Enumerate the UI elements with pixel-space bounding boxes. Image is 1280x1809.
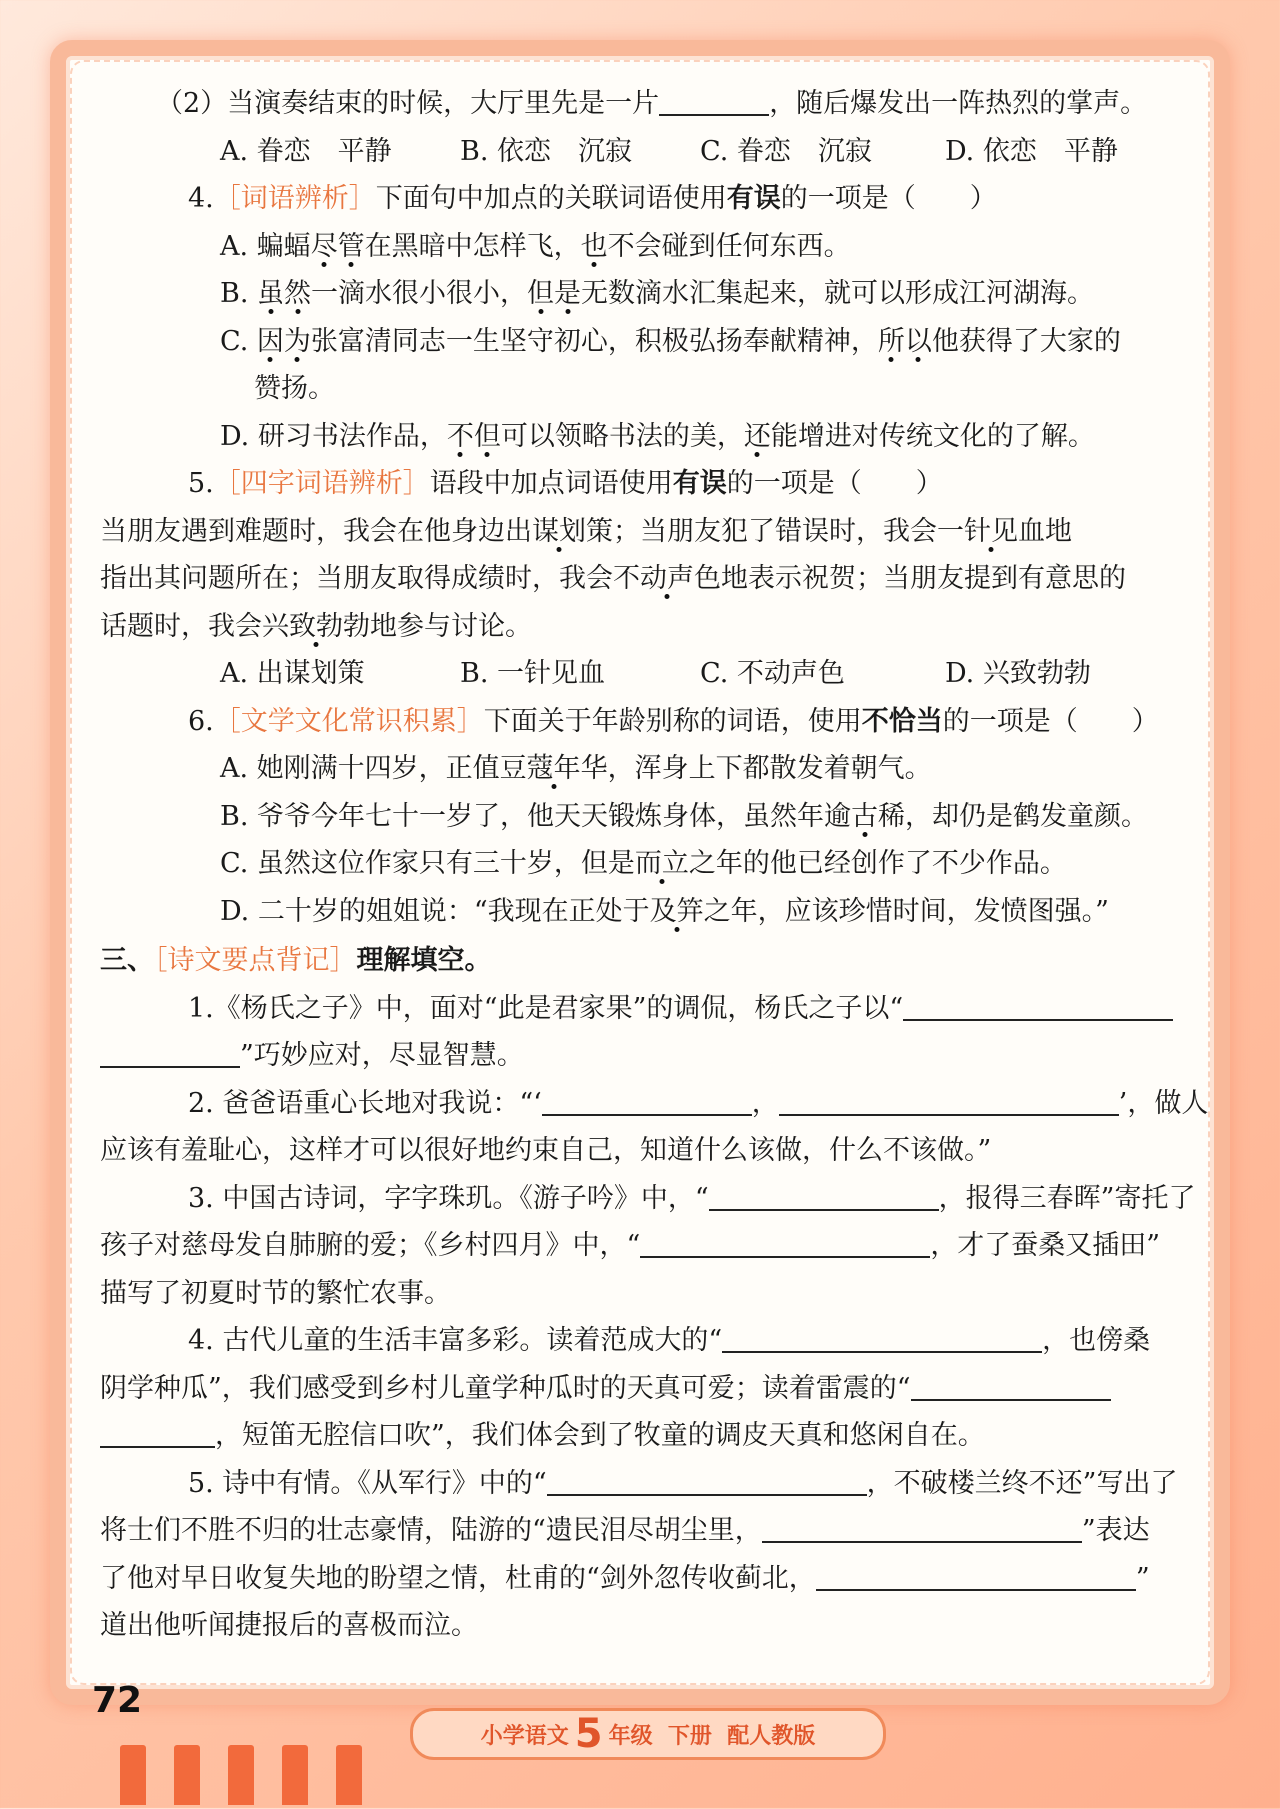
decorative-bar xyxy=(336,1745,362,1805)
fill-q3-line-1: 3. 中国古诗词，字字珠玑。《游子吟》中，“ ，报得三春晖”寄托了 xyxy=(100,1175,1190,1223)
q4-option-a[interactable]: A. 蝙蝠尽管在黑暗中怎样飞，也不会碰到任何东西。 xyxy=(220,230,851,262)
worksheet-content xyxy=(100,80,1209,1650)
book-info-badge: 小学语文 5 年级 下册 配人教版 xyxy=(410,1708,886,1760)
section-3-tag: ［诗文要点背记］ xyxy=(154,945,357,976)
q6-option-c[interactable]: C. 虽然这位作家只有三十岁，但是而立之年的他已经创作了不少作品。 xyxy=(220,848,1067,879)
q5-passage-line-2: 指出其问题所在；当朋友取得成绩时，我会不动声色地表示祝贺；当朋友提到有意思的 xyxy=(100,563,1126,594)
decorative-bar xyxy=(228,1745,254,1805)
dotted-idiom: 一针见血 xyxy=(937,515,1045,547)
fill-q3-line-2: 孩子对慈母发自肺腑的爱；《乡村四月》中，“ ，才了蚕桑又插田” xyxy=(100,1222,1190,1270)
q6-option-b[interactable]: B. 爷爷今年七十一岁了，他天天锻炼身体，虽然年逾古稀，却仍是鹤发童颜。 xyxy=(220,800,1149,832)
q4-tag: ［词语辨析］ xyxy=(213,183,376,214)
fill-q2-line-2: 应该有羞耻心，这样才可以很好地约束自己，知道什么该做，什么不该做。” xyxy=(100,1135,992,1166)
q5-passage-line-3: 话题时，我会兴致勃勃地参与讨论。 xyxy=(100,610,532,642)
answer-blank[interactable] xyxy=(816,1559,1136,1591)
answer-blank[interactable] xyxy=(100,1036,240,1068)
answer-blank[interactable] xyxy=(722,1321,1042,1353)
option-a[interactable]: A. 出谋划策 xyxy=(220,658,365,689)
q5-options xyxy=(100,650,1190,698)
option-b[interactable]: B. 依恋 沉寂 xyxy=(460,135,633,167)
q6-stem: 6.［文学文化常识积累］下面关于年龄别称的词语，使用不恰当的一项是（ ） xyxy=(188,705,1159,737)
fill-q4-line-3: ，短笛无腔信口吹”，我们体会到了牧童的调皮天真和悠闲自在。 xyxy=(100,1412,1190,1460)
q4-option-c-cont: 赞扬。 xyxy=(254,373,335,404)
q6-option-d[interactable]: D. 二十岁的姐姐说：“我现在正处于及笄之年，应该珍惜时间，发愤图强。” xyxy=(220,895,1109,927)
answer-blank[interactable] xyxy=(903,989,1173,1021)
answer-blank[interactable] xyxy=(542,1084,752,1116)
answer-blank[interactable] xyxy=(709,1179,939,1211)
q6-tag: ［文学文化常识积累］ xyxy=(213,705,484,737)
q4-option-b[interactable]: B. 虽然一滴水很小很小，但是无数滴水汇集起来，就可以形成江河湖海。 xyxy=(220,278,1095,309)
q5-passage-line-1: 当朋友遇到难题时，我会在他身边出谋划策；当朋友犯了错误时，我会一针见血地 xyxy=(100,515,1072,547)
answer-blank[interactable] xyxy=(911,1369,1111,1401)
option-b[interactable]: B. 一针见血 xyxy=(460,658,606,689)
fill-q5-line-3: 了他对早日收复失地的盼望之情，杜甫的“剑外忽传收蓟北， ” xyxy=(100,1555,1190,1603)
q6-option-a[interactable]: A. 她刚满十四岁，正值豆蔻年华，浑身上下都散发着朝气。 xyxy=(220,753,932,784)
decorative-bars xyxy=(120,1745,390,1809)
dotted-idiom: 兴致勃勃 xyxy=(262,610,370,642)
fill-q1-line-1: 1.《杨氏之子》中，面对“此是君家果”的调侃，杨氏之子以“ xyxy=(100,985,1190,1033)
decorative-bar xyxy=(120,1745,146,1805)
answer-blank[interactable] xyxy=(659,84,769,116)
fill-q5-line-4: 道出他听闻捷报后的喜极而泣。 xyxy=(100,1610,478,1641)
answer-blank[interactable] xyxy=(547,1464,867,1496)
fill-q2-line-1: 2. 爸爸语重心长地对我说：“‘ ， ’，做人 xyxy=(100,1080,1190,1128)
q4-option-d[interactable]: D. 研习书法作品，不但可以领略书法的美，还能增进对传统文化的了解。 xyxy=(220,420,1095,452)
q5-tag: ［四字词语辨析］ xyxy=(213,468,430,499)
decorative-bar xyxy=(282,1745,308,1805)
answer-blank[interactable] xyxy=(640,1226,930,1258)
fill-q5-line-2: 将士们不胜不归的壮志豪情，陆游的“遗民泪尽胡尘里， ”表达 xyxy=(100,1507,1190,1555)
q4-option-c[interactable]: C. 因为张富清同志一生坚守初心，积极弘扬奉献精神，所以他获得了大家的 xyxy=(220,325,1121,357)
q2-2-options xyxy=(100,128,1190,176)
option-d[interactable]: D. 兴致勃勃 xyxy=(945,658,1091,689)
grade-number: 5 xyxy=(574,1711,603,1757)
option-c[interactable]: C. 不动声色 xyxy=(700,658,845,689)
answer-blank[interactable] xyxy=(762,1511,1082,1543)
option-d[interactable]: D. 依恋 平静 xyxy=(945,135,1118,167)
fill-q5-line-1: 5. 诗中有情。《从军行》中的“ ，不破楼兰终不还”写出了 xyxy=(100,1460,1190,1508)
page-number: 72 xyxy=(92,1680,143,1721)
fill-q4-line-1: 4. 古代儿童的生活丰富多彩。读着范成大的“ ，也傍桑 xyxy=(100,1317,1190,1365)
dotted-idiom: 不动声色 xyxy=(613,563,721,594)
option-a[interactable]: A. 眷恋 平静 xyxy=(220,135,392,167)
answer-blank[interactable] xyxy=(100,1416,215,1448)
q4-stem: 4.［词语辨析］下面句中加点的关联词语使用有误的一项是（ ） xyxy=(188,183,997,214)
dotted-idiom: 出谋划策 xyxy=(505,515,613,547)
q2-2-stem: （2）当演奏结束的时候，大厅里先是一片 ，随后爆发出一阵热烈的掌声。 xyxy=(100,80,1190,128)
answer-blank[interactable] xyxy=(779,1084,1119,1116)
decorative-bar xyxy=(174,1745,200,1805)
section-3-heading: 三、［诗文要点背记］理解填空。 xyxy=(100,945,492,976)
option-c[interactable]: C. 眷恋 沉寂 xyxy=(700,135,872,167)
fill-q3-line-3: 描写了初夏时节的繁忙农事。 xyxy=(100,1277,451,1309)
q5-stem: 5.［四字词语辨析］语段中加点词语使用有误的一项是（ ） xyxy=(188,468,943,499)
fill-q1-line-2: ”巧妙应对，尽显智慧。 xyxy=(100,1032,1190,1080)
fill-q4-line-2: 阴学种瓜”，我们感受到乡村儿童学种瓜时的天真可爱；读着雷震的“ xyxy=(100,1365,1190,1413)
